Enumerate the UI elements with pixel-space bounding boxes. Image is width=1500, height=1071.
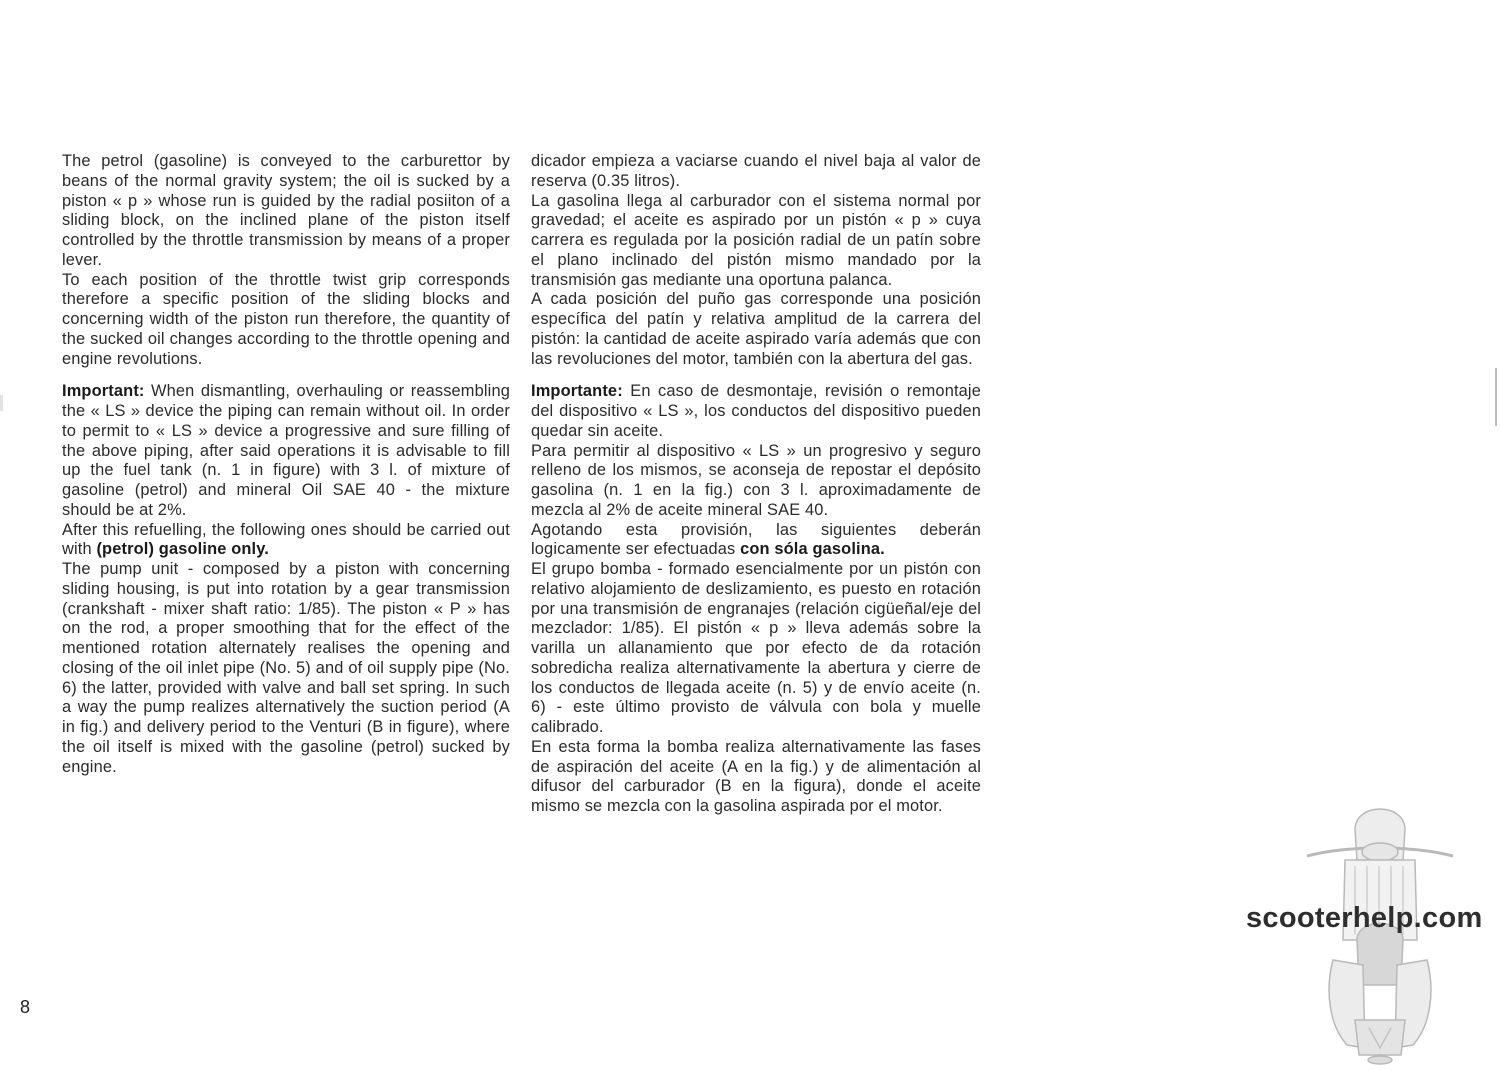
important-paragraph [531,382,981,441]
paragraph: The pump unit - composed by a piston with concerning sliding housing, is put into rotation by a gear transmission (crankshaft - mixer shaft ratio: 1/85). The piston « P » has on the rod, a proper smoothing that for the effect of the mentioned rotation alternately realises the opening and closing of the oil inlet pipe (No. 5) and of oil supply pipe (No. 6) the latter, provided with valve and ball set spring. In such a way the pump realizes alternatively the suction period (A in fig.) and delivery period to the Venturi (B in figure), where the oil itself is mixed with the gasoline (petrol) sucked by engine. [62,560,510,776]
watermark: scooterhelp.com [1246,902,1483,934]
paragraph [62,521,510,561]
spanish-column [531,152,981,817]
paragraph: Para permitir al dispositivo « LS » un progresivo y seguro relleno de los mismos, se aconseja de repostar el depósito gasolina (n. 1 en la fig.) con 3 l. aproximadamente de mezcla al 2% de aceite mineral SAE 40. [531,441,981,519]
paragraph: En esta forma la bomba realiza alternativamente las fases de aspiración del aceite (A en la fig.) y de alimentación al difusor del carburador (B en la figura), donde el aceite mismo se mezcla con la gasolina aspirada por el motor. [531,737,981,815]
scan-edge-mark [0,395,3,411]
page-number: 8 [20,997,31,1017]
refuel-bold: con sóla gasolina. [740,540,885,559]
refuel-bold: (petrol) gasoline only. [96,540,269,559]
refuel-text: After this refuelling, the following ones should be carried out with [62,520,510,559]
paragraph: El grupo bomba - formado esencialmente por un pistón con relativo alojamiento de deslizamiento, es puesto en rotación por una transmisión de engranajes (relación cigüeñal/eje del mezclador: 1/85). El pistón « p » lleva además sobre la varilla un allanamiento que por efecto de da rotación sobredicha realiza alternativamente la abertura y cierre de los conductos de llegada aceite (n. 5) y de envío aceite (n. 6) - este último provisto de válvula con bola y muelle calibrado. [531,560,981,736]
refuel-text: Agotando esta provisión, las siguientes deberán logicamente ser efectuadas [531,520,981,559]
important-paragraph [62,382,510,520]
paragraph: La gasolina llega al carburador con el sistema normal por gravedad; el aceite es aspirado por un pistón « p » cuya carrera es regulada por la posición radial de un patín sobre el plano inclinado del pistón mismo mandado por la transmisión gas mediante una oportuna palanca. [531,191,981,289]
important-text: En caso de desmontaje, revisión o remontaje del dispositivo « LS », los conductos del dispositivo pueden quedar sin aceite. [531,382,981,440]
paragraph: dicador empieza a vaciarse cuando el nivel baja al valor de reserva (0.35 litros). [531,152,981,190]
important-label: Important: [62,382,145,401]
paragraph: To each position of the throttle twist grip corresponds therefore a specific position of the sliding blocks and concerning width of the piston run therefore, the quantity of the sucked oil changes according to the throttle opening and engine revolutions. [62,270,510,368]
scan-edge-mark [1495,368,1497,426]
important-text: When dismantling, overhauling or reassembling the « LS » device the piping can remain without oil. In order to permit to « LS » device a progressive and sure filling of the above piping, after said operations it is advisable to fill up the fuel tank (n. 1 in figure) with 3 l. of mixture of gasoline (petrol) and mineral Oil SAE 40 - the mixture should be at 2%. [62,382,510,519]
paragraph: A cada posición del puño gas corresponde una posición específica del patín y relativa amplitud de la carrera del pistón: la cantidad de aceite aspirado varía además que con las revoluciones del motor, también con la abertura del gas. [531,290,981,368]
english-column [62,152,510,777]
paragraph [531,521,981,561]
important-label: Importante: [531,382,623,401]
paragraph: The petrol (gasoline) is conveyed to the carburettor by beans of the normal gravity system; the oil is sucked by a piston « p » whose run is guided by the radial posiiton of a sliding block, on the inclined plane of the piston itself controlled by the throttle transmission by means of a proper lever. [62,152,510,269]
